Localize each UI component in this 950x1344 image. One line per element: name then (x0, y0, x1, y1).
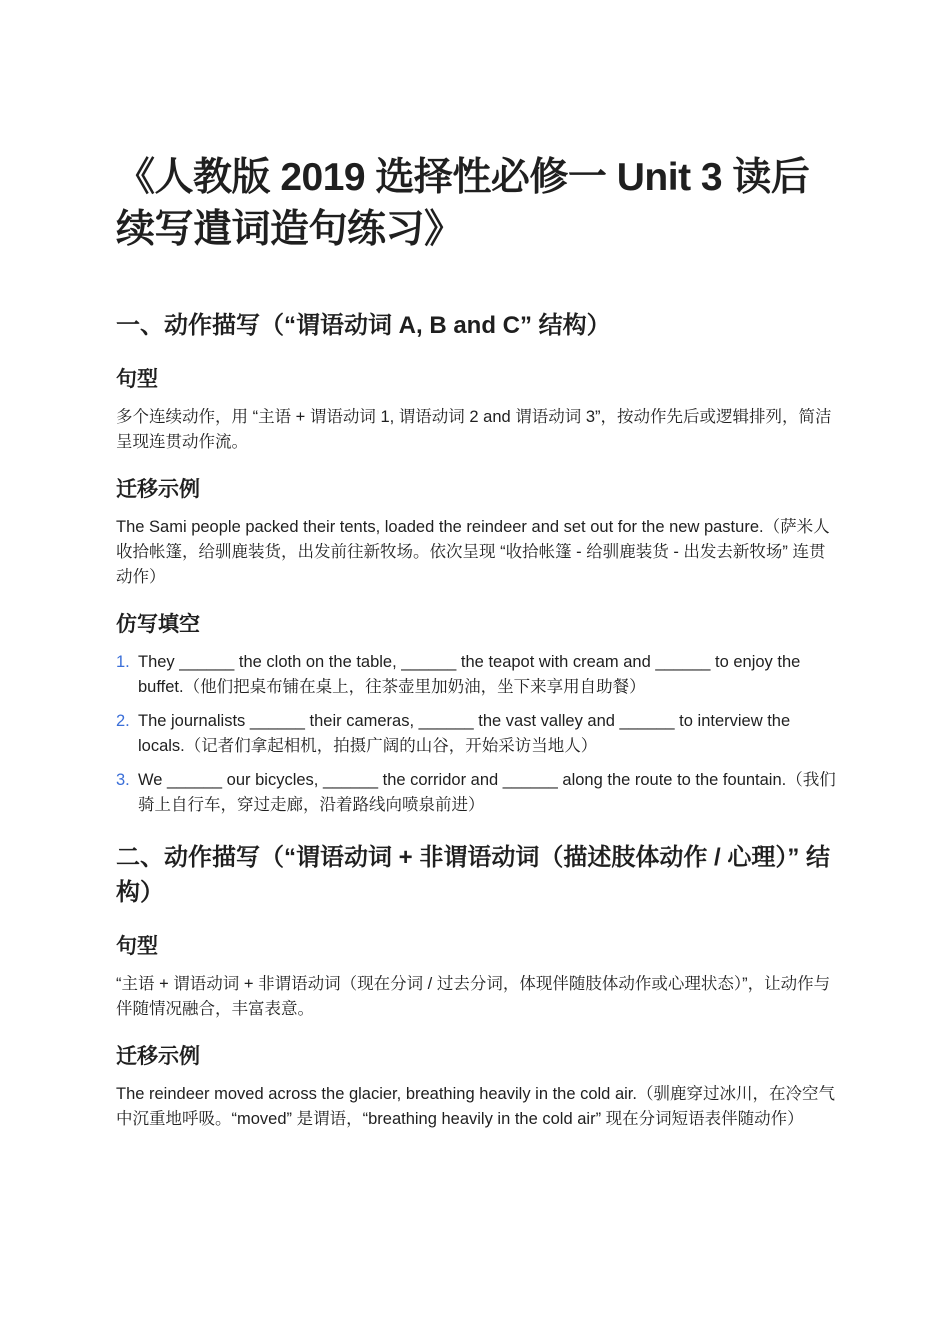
section-2-example-text: The reindeer moved across the glacier, breathing heavily in the cold air.（驯鹿穿过冰川，在冷空气中沉重地呼吸。“moved” 是谓语，“breathing heavily in the cold air” 现在分词短语表伴随动作） (116, 1085, 835, 1128)
list-item-text: The journalists ______ their cameras, ______ the vast valley and ______ to interview the locals.（记者们拿起相机，拍摄广阔的山谷，开始采访当地人） (138, 712, 791, 755)
section-1-exercise-heading: 仿写填空 (116, 613, 200, 636)
list-item (116, 709, 836, 759)
section-1 (116, 308, 836, 818)
list-item (116, 650, 836, 700)
section-1-pattern-text: 多个连续动作，用 “主语 + 谓语动词 1, 谓语动词 2 and 谓语动词 3”，按动作先后或逻辑排列，简洁呈现连贯动作流。 (116, 408, 832, 451)
list-number: 3. (116, 771, 130, 789)
section-1-pattern-heading: 句型 (116, 368, 158, 391)
list-item (116, 768, 836, 818)
document-title: 《人教版 2019 选择性必修一 Unit 3 读后续写遣词造句练习》 (116, 156, 810, 251)
section-2 (116, 840, 836, 1132)
section-1-example-heading: 迁移示例 (116, 478, 200, 501)
list-item-text: They ______ the cloth on the table, ______ the teapot with cream and ______ to enjoy the buffet.（他们把桌布铺在桌上，往茶壶里加奶油，坐下来享用自助餐） (138, 653, 801, 696)
section-2-example-heading: 迁移示例 (116, 1045, 200, 1068)
section-2-heading: 二、动作描写（“谓语动词 + 非谓语动词（描述肢体动作 / 心理）” 结构） (116, 844, 831, 906)
section-2-pattern-heading: 句型 (116, 935, 158, 958)
exercise-list (116, 650, 836, 818)
list-number: 1. (116, 653, 130, 671)
section-1-heading: 一、动作描写（“谓语动词 A, B and C” 结构） (116, 312, 611, 339)
document-page (116, 152, 836, 1152)
section-1-example-text: The Sami people packed their tents, loaded the reindeer and set out for the new pasture.（萨米人收拾帐篷，给驯鹿装货，出发前往新牧场。依次呈现 “收拾帐篷 - 给驯鹿装货 - 出发去新牧场” 连贯动作） (116, 518, 830, 586)
list-item-text: We ______ our bicycles, ______ the corridor and ______ along the route to the fountain.（我们骑上自行车，穿过走廊，沿着路线向喷泉前进） (138, 771, 836, 814)
section-2-pattern-text: “主语 + 谓语动词 + 非谓语动词（现在分词 / 过去分词，体现伴随肢体动作或心理状态）”，让动作与伴随情况融合，丰富表意。 (116, 975, 831, 1018)
list-number: 2. (116, 712, 130, 730)
